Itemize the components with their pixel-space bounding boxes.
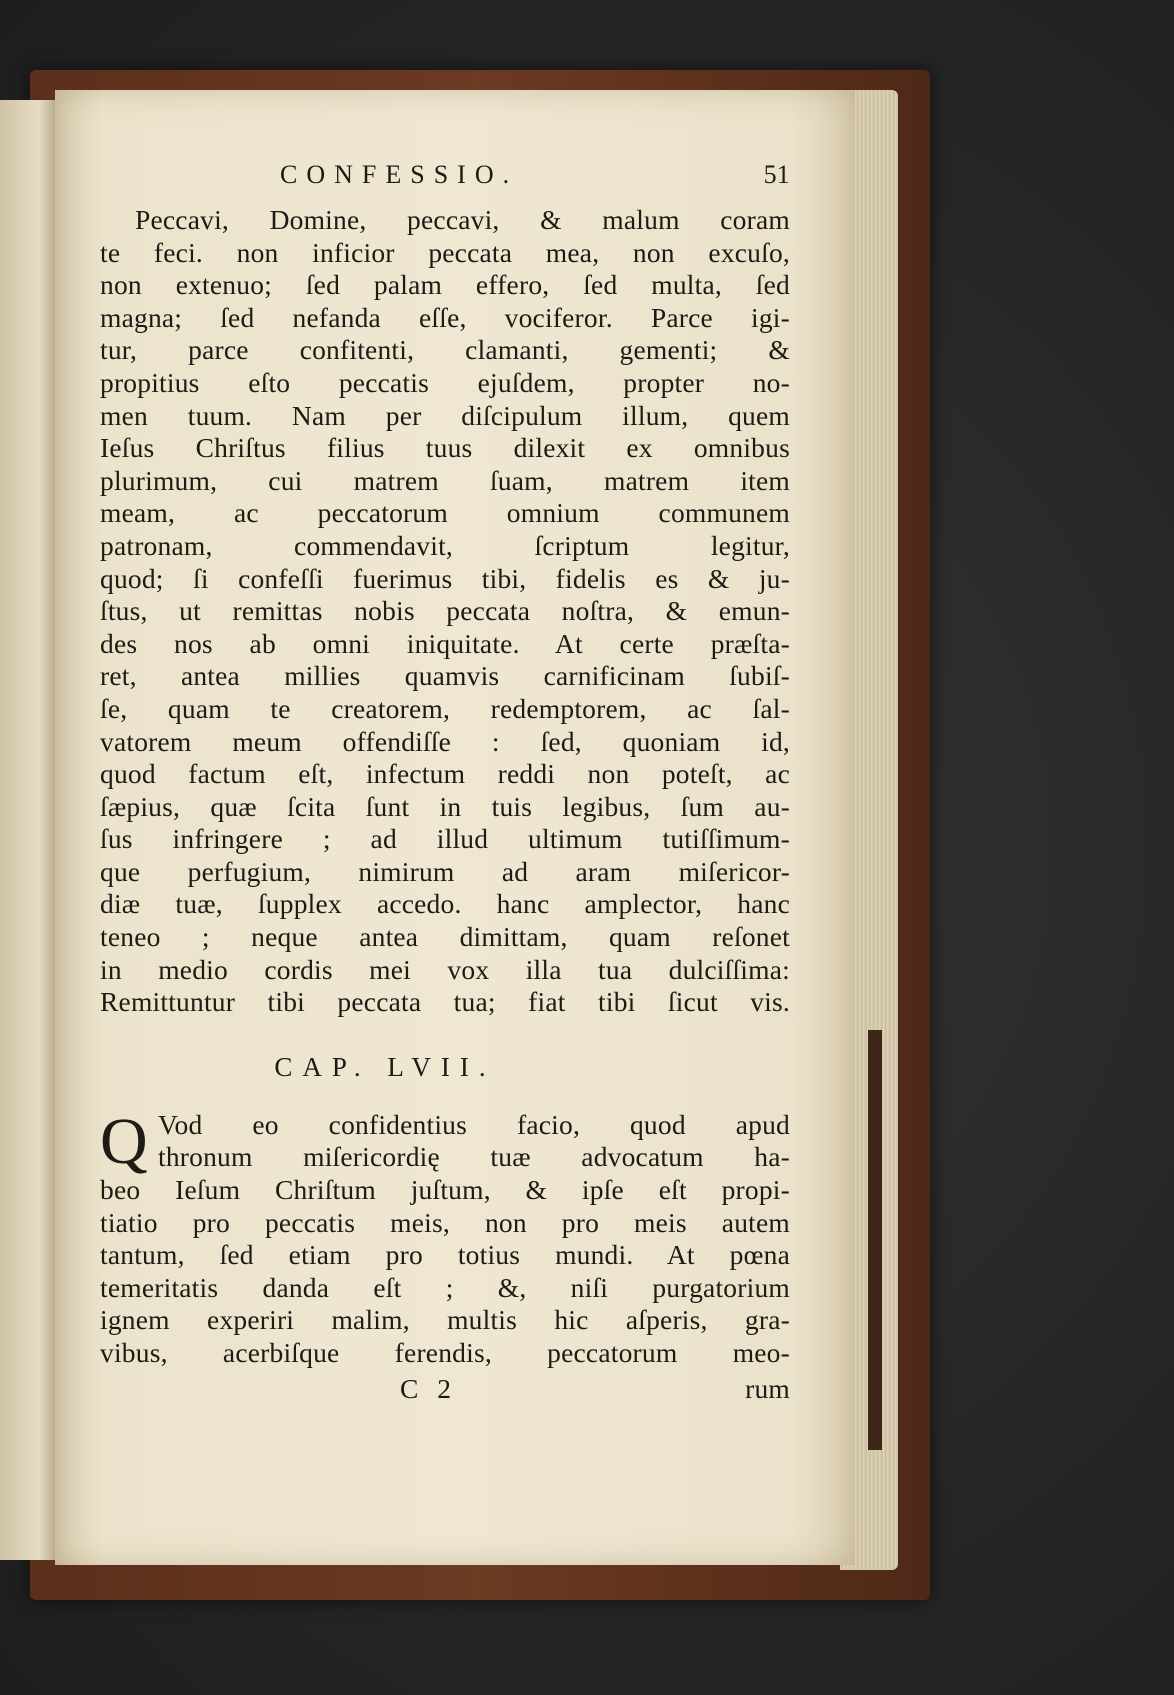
left-page-edge (0, 100, 55, 1560)
text-line: tiatio pro peccatis meis, non pro meis autem (100, 1206, 790, 1238)
running-head: CONFESSIO. (280, 160, 519, 189)
text-line: thronum miſericordię tuæ advocatum ha- (158, 1141, 790, 1173)
text-line: quod factum eſt, infectum reddi non poteſt, ac (100, 758, 790, 790)
text-line: quod; ſi confeſſi fuerimus tibi, fidelis es & ju- (100, 562, 790, 594)
text-line: plurimum, cui matrem ſuam, matrem item (100, 464, 790, 496)
text-line: patronam, commendavit, ſcriptum legitur, (100, 529, 790, 561)
text-line: Ieſus Chriſtus filius tuus dilexit ex omnibus (100, 432, 790, 464)
text-line: te feci. non inficior peccata mea, non excuſo, (100, 236, 790, 268)
text-line: tantum, ſed etiam pro totius mundi. At pœna (100, 1239, 790, 1271)
paragraph-1 (100, 204, 790, 1019)
text-line: propitius eſto peccatis ejuſdem, propter no- (100, 366, 790, 398)
text-line: temeritatis danda eſt ; &, niſi purgatorium (100, 1271, 790, 1303)
text-line: diæ tuæ, ſupplex accedo. hanc amplector, hanc (100, 888, 790, 920)
text-line: ignem experiri malim, multis hic aſperis, gra- (100, 1304, 790, 1336)
text-line: Peccavi, Domine, peccavi, & malum coram (135, 204, 790, 235)
text-line: meam, ac peccatorum omnium communem (100, 497, 790, 529)
drop-cap: Q (100, 1104, 148, 1178)
catchword: rum (745, 1372, 790, 1404)
text-line: des nos ab omni iniquitate. At certe præſta- (100, 627, 790, 659)
text-line: beo Ieſum Chriſtum juſtum, & ipſe eſt propi- (100, 1174, 790, 1206)
text-block (100, 160, 790, 1406)
text-line: Remittuntur tibi peccata tua; fiat tibi ſicut vis. (100, 986, 790, 1018)
text-line: tur, parce confitenti, clamanti, gementi; & (100, 334, 790, 366)
page-number: 51 (763, 160, 790, 189)
book-page (55, 90, 855, 1565)
paragraph-2 (100, 1104, 790, 1370)
chapter-heading: CAP. LVII. (274, 1051, 496, 1082)
page-footer (100, 1372, 790, 1406)
signature-mark: C 2 (400, 1372, 457, 1404)
text-line: in medio cordis mei vox illa tua dulciſſima: (100, 953, 790, 985)
text-line: vibus, acerbiſque ferendis, peccatorum meo- (100, 1337, 790, 1368)
page-header (100, 160, 790, 196)
text-line: ſæpius, quæ ſcita ſunt in tuis legibus, ſum au- (100, 790, 790, 822)
text-line: Vod eo confidentius facio, quod apud (158, 1108, 790, 1140)
text-line: ſtus, ut remittas nobis peccata noſtra, & emun- (100, 595, 790, 627)
text-line: ret, antea millies quamvis carnificinam ſubiſ- (100, 660, 790, 692)
text-line: vatorem meum offendiſſe : ſed, quoniam id, (100, 725, 790, 757)
text-line: non extenuo; ſed palam effero, ſed multa, ſed (100, 269, 790, 301)
text-line: magna; ſed nefanda eſſe, vociferor. Parce igi- (100, 301, 790, 333)
cover-edge-shadow (868, 1030, 882, 1450)
text-line: teneo ; neque antea dimittam, quam reſonet (100, 921, 790, 953)
text-line: que perfugium, nimirum ad aram miſericor- (100, 855, 790, 887)
text-line: men tuum. Nam per diſcipulum illum, quem (100, 399, 790, 431)
text-line: ſe, quam te creatorem, redemptorem, ac ſal- (100, 692, 790, 724)
text-line: ſus infringere ; ad illud ultimum tutiſſimum- (100, 823, 790, 855)
